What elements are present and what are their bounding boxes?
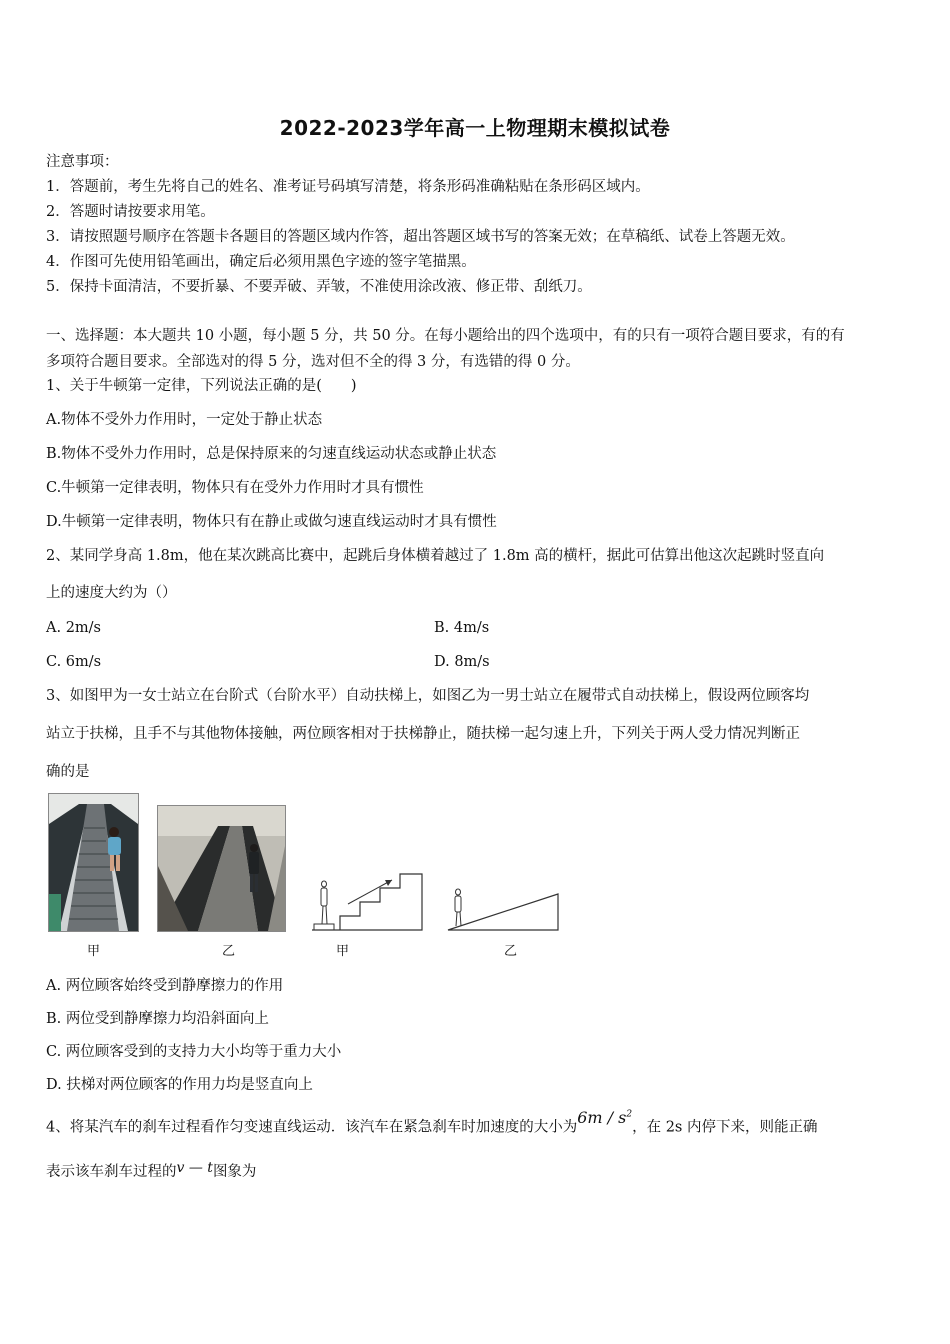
escalator-photo-jia (48, 793, 139, 932)
q4-stem-text: ，在 2s 内停下来，则能正确 (632, 1119, 818, 1136)
q1-option-a: A.物体不受外力作用时，一定处于静止状态 (46, 412, 323, 428)
section-heading-cont: 多项符合题目要求。全部选对的得 5 分，选对但不全的得 3 分，有选错的得 0 分。 (46, 354, 580, 370)
notice-item: 3．请按照题号顺序在答题卡各题目的答题区域内作答，超出答题区域书写的答案无效；在草稿纸、试卷上答题无效。 (46, 229, 795, 245)
incline-diagram-yi (446, 884, 562, 932)
q1-option-d: D.牛顿第一定律表明，物体只有在静止或做匀速直线运动时才具有惯性 (46, 514, 497, 530)
q4-stem-text: 表示该车刹车过程的 (46, 1164, 177, 1180)
notice-item: 5．保持卡面清洁，不要折暴、不要弄破、弄皱，不准使用涂改液、修正带、刮纸刀。 (46, 279, 592, 295)
q4-stem-text: 图象为 (212, 1164, 257, 1180)
question-3-stem: 3、如图甲为一女士站立在台阶式（台阶水平）自动扶梯上，如图乙为一男士站立在履带式自动扶梯上，假设两位顾客均 (46, 688, 810, 704)
question-2-stem: 2、某同学身高 1.8m，他在某次跳高比赛中，起跳后身体横着越过了 1.8m 高的横杆，据此可估算出他这次起跳时竖直向 (46, 548, 825, 564)
q3-option-a: A. 两位顾客始终受到静摩擦力的作用 (46, 978, 284, 994)
q3-option-c: C. 两位顾客受到的支持力大小均等于重力大小 (46, 1044, 342, 1060)
acceleration-exponent: 2 (626, 1110, 633, 1120)
q2-option-b: B. 4m/s (434, 620, 490, 636)
question-3-stem-cont: 站立于扶梯，且手不与其他物体接触，两位顾客相对于扶梯静止，随扶梯一起匀速上升，下列关于两人受力情况判断正 (46, 726, 800, 742)
stair-diagram-jia (310, 866, 430, 932)
figure-caption: 甲 (87, 944, 101, 959)
question-1-stem: 1、关于牛顿第一定律，下列说法正确的是( ) (46, 378, 357, 394)
q1-option-b: B.物体不受外力作用时，总是保持原来的匀速直线运动状态或静止状态 (46, 446, 497, 462)
acceleration-value: 6m / s (577, 1108, 627, 1128)
question-4-stem-cont (46, 1162, 256, 1182)
q2-option-d: D. 8m/s (434, 654, 490, 670)
figure-caption: 乙 (222, 944, 236, 959)
notice-heading: 注意事项： (46, 154, 119, 170)
walkway-photo-yi (157, 805, 286, 932)
question-2-stem-cont: 上的速度大约为（） (46, 585, 177, 601)
notice-item: 1．答题前，考生先将自己的姓名、准考证号码填写清楚，将条形码准确粘贴在条形码区域内。 (46, 179, 650, 195)
figure-caption: 乙 (504, 944, 518, 959)
question-3-stem-cont: 确的是 (46, 764, 90, 780)
vt-formula: v — t (176, 1160, 213, 1176)
page-title: 2022-2023学年高一上物理期末模拟试卷 (279, 116, 671, 140)
q2-option-c: C. 6m/s (46, 654, 102, 670)
figure-caption: 甲 (336, 944, 350, 959)
q3-option-b: B. 两位受到静摩擦力均沿斜面向上 (46, 1011, 269, 1027)
notice-item: 4．作图可先使用铅笔画出，确定后必须用黑色字迹的签字笔描黑。 (46, 254, 476, 270)
q1-option-c: C.牛顿第一定律表明，物体只有在受外力作用时才具有惯性 (46, 480, 424, 496)
q3-option-d: D. 扶梯对两位顾客的作用力均是竖直向上 (46, 1077, 313, 1093)
notice-item: 2．答题时请按要求用笔。 (46, 204, 215, 220)
question-4-stem (46, 1108, 818, 1137)
section-heading: 一、选择题：本大题共 10 小题，每小题 5 分，共 50 分。在每小题给出的四个选项中，有的只有一项符合题目要求，有的有 (46, 328, 845, 344)
acceleration-formula (577, 1108, 632, 1127)
q4-stem-text: 4、将某汽车的刹车过程看作匀变速直线运动．该汽车在紧急刹车时加速度的大小为 (46, 1119, 578, 1136)
q2-option-a: A. 2m/s (46, 620, 101, 636)
